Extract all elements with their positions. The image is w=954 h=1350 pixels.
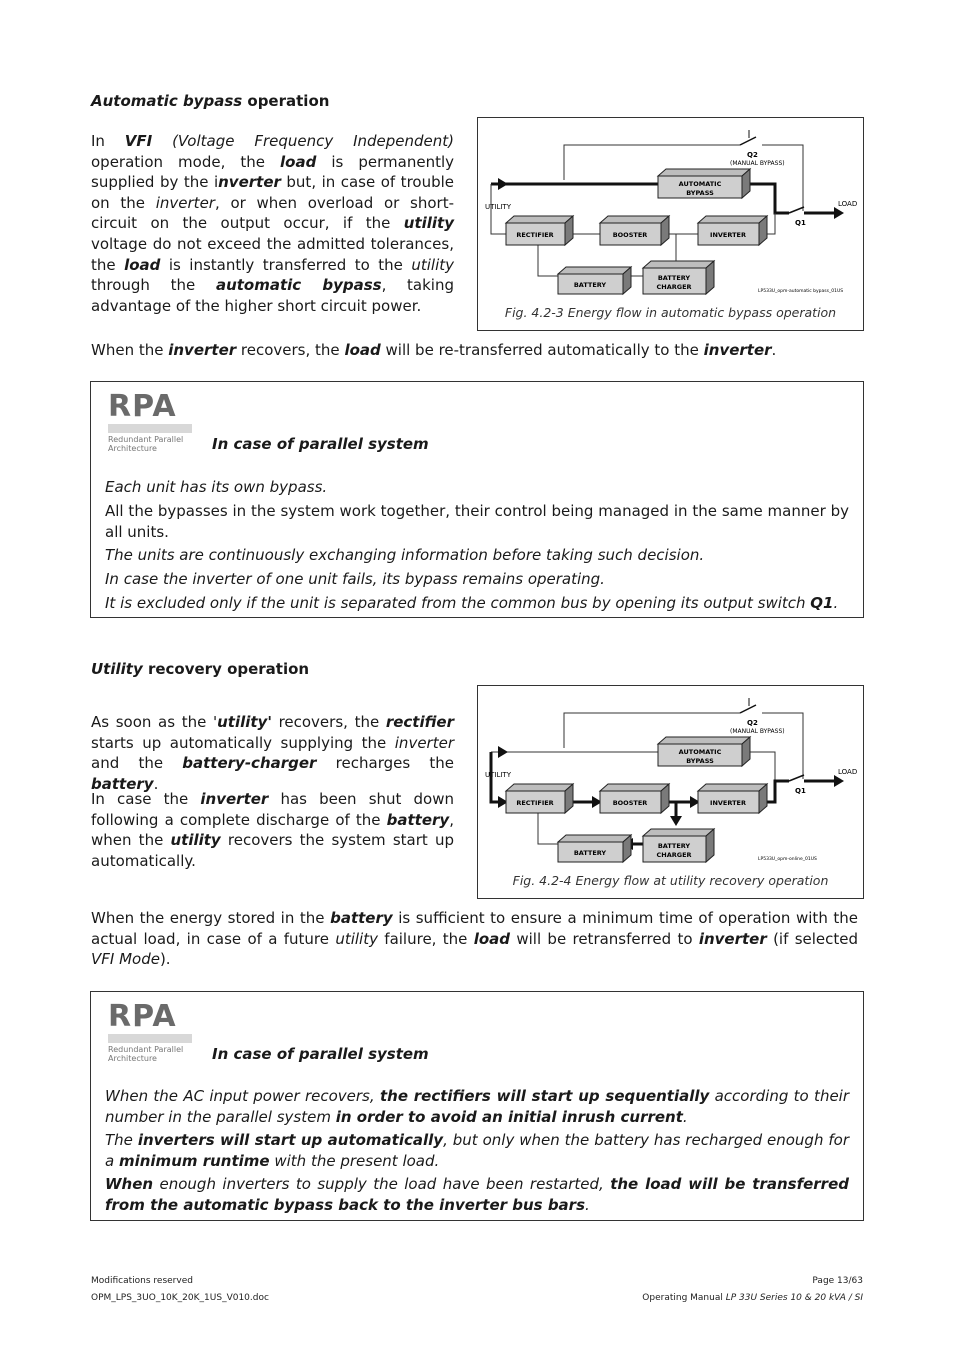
- automatic-label: AUTOMATIC: [678, 180, 722, 188]
- text-run: utility: [170, 831, 221, 850]
- rpa-logo: [108, 999, 198, 1063]
- text-run: All the bypasses in the system work together, their control being managed in the same manner by all units.: [105, 502, 849, 541]
- inverter-label: INVERTER: [710, 231, 746, 239]
- text-run: When the energy stored in the: [91, 909, 331, 927]
- text-run: inverter: [703, 341, 772, 359]
- load-arrow: [834, 775, 844, 787]
- text-run: inverter: [155, 193, 215, 212]
- text-run: In case the inverter of one unit fails, its bypass remains operating.: [105, 570, 605, 588]
- text-run: VFI Mode: [91, 950, 160, 969]
- footer-page-number: Page 13/63: [812, 1276, 863, 1286]
- text-run: voltage do not exceed the admitted tolerances, the: [91, 234, 454, 274]
- note-line: [105, 477, 849, 498]
- text-run: , taking advantage of the higher short circuit power.: [91, 276, 454, 315]
- rpa-logo-caption-1: Redundant Parallel: [108, 435, 184, 444]
- bypass-label: BYPASS: [686, 757, 714, 765]
- figure-caption: Fig. 4.2-4 Energy flow at utility recovery operation: [512, 873, 829, 888]
- text-run: failure, the: [377, 929, 474, 948]
- booster-label: BOOSTER: [612, 231, 648, 239]
- utility-label: UTILITY: [485, 203, 511, 211]
- note-line: [105, 545, 849, 566]
- text-run: It is excluded only if the unit is separated from the common bus by opening its output switch: [105, 594, 811, 612]
- text-run: inverter: [168, 341, 237, 359]
- heading-rest: operation: [242, 92, 330, 110]
- battery-block-top: [558, 835, 631, 842]
- text-run: When: [105, 1175, 154, 1193]
- q2-label: Q2: [747, 151, 758, 159]
- rpa-logo-bar: [108, 1034, 192, 1043]
- text-run: Each unit has its own bypass.: [105, 478, 328, 496]
- note-line: [105, 1086, 849, 1127]
- text-run: When the: [91, 341, 169, 359]
- text-run: recovers, the: [236, 341, 345, 359]
- text-run: .: [682, 1107, 688, 1126]
- section-heading-utility-recovery: [91, 660, 309, 678]
- figure-code: LP533U_opm-automatic bypass_01US: [758, 289, 844, 294]
- utility-recovery-paragraph-2: [91, 789, 454, 871]
- rpa-logo-caption-2: Architecture: [108, 444, 157, 453]
- text-run: is instantly transferred to the: [160, 255, 412, 274]
- inverter-recovery-sentence: [91, 340, 861, 361]
- text-run: automatic bypass: [215, 276, 382, 295]
- text-run: , when the: [91, 810, 454, 850]
- heading-emphasis: Automatic bypass: [91, 92, 243, 110]
- rpa-logo: [108, 389, 198, 453]
- note-line: [105, 1174, 849, 1215]
- text-run: recharges the: [316, 754, 454, 773]
- text-run: utility: [403, 214, 454, 233]
- rpa-logo-caption-1: Redundant Parallel: [108, 1045, 184, 1054]
- text-run: in order to avoid an initial inrush current: [335, 1107, 683, 1126]
- text-run: the load will be transferred from the automatic bypass back to the inverter bus bars: [105, 1175, 849, 1214]
- footer-filename: OPM_LPS_3UO_10K_20K_1US_V010.doc: [91, 1293, 269, 1303]
- automatic-bypass-block-top: [658, 169, 750, 176]
- section-heading-automatic-bypass: [91, 92, 329, 110]
- note-line: [105, 1130, 849, 1171]
- text-run: starts up automatically supplying the: [91, 733, 395, 752]
- text-run: load: [280, 152, 317, 171]
- text-run: inverter: [200, 790, 269, 808]
- text-run: inverter: [698, 929, 767, 948]
- rectifier-block-top: [506, 216, 573, 223]
- text-run: is permanently supplied by the i: [91, 152, 454, 192]
- text-run: battery: [386, 810, 450, 829]
- text-run: nverter: [218, 173, 281, 192]
- text-run: .: [833, 594, 839, 612]
- bypass-label: BYPASS: [686, 189, 714, 197]
- text-run: utility': [217, 713, 272, 731]
- inverter-block-top: [698, 784, 767, 791]
- battery-energy-paragraph: [91, 908, 858, 970]
- text-run: recovers the system start up automatically.: [91, 831, 454, 870]
- text-run: (Voltage Frequency Independent): [152, 132, 454, 150]
- figure-automatic-bypass: [477, 117, 864, 331]
- text-run: utility: [411, 255, 454, 274]
- charger-arrow: [670, 816, 682, 826]
- text-run: has been shut down following a complete discharge of the: [91, 790, 454, 829]
- utility-label: UTILITY: [485, 771, 511, 779]
- rectifier-block-top: [506, 784, 573, 791]
- battery-charger-label-1: BATTERY: [657, 842, 691, 850]
- battery-charger-label-1: BATTERY: [657, 274, 691, 282]
- text-run: ).: [159, 950, 171, 969]
- q2-label: Q2: [747, 719, 758, 727]
- text-run: In case the: [91, 790, 201, 808]
- energy-flow-diagram: [478, 686, 863, 866]
- rpa-logo-text: RPA: [108, 389, 177, 424]
- note-line: [105, 569, 849, 590]
- rpa-logo-bar: [108, 424, 192, 433]
- booster-block-top: [600, 784, 669, 791]
- battery-charger-block-top: [643, 829, 714, 836]
- figure-caption: Fig. 4.2-3 Energy flow in automatic bypass operation: [504, 305, 837, 320]
- load-arrow: [834, 207, 844, 219]
- heading-rest: recovery operation: [142, 660, 310, 678]
- text-run: .: [585, 1195, 590, 1214]
- utility-arrow: [498, 746, 508, 758]
- text-run: is sufficient to ensure a minimum time of operation with the actual load, in case of a future: [91, 909, 858, 948]
- utility-recovery-paragraph-1: [91, 712, 454, 794]
- battery-block-top: [558, 267, 631, 274]
- text-run: minimum runtime: [118, 1151, 270, 1170]
- q1-label: Q1: [795, 219, 806, 227]
- q2-switch: [740, 705, 756, 713]
- rectifier-label: RECTIFIER: [516, 231, 554, 239]
- load-label: LOAD: [838, 768, 858, 776]
- automatic-bypass-block-top: [658, 737, 750, 744]
- text-run: enough inverters to supply the load have been restarted,: [153, 1175, 611, 1193]
- q1-switch: [789, 775, 804, 781]
- parallel-system-title: In case of parallel system: [212, 1045, 429, 1063]
- manual-bypass-label: (MANUAL BYPASS): [730, 728, 785, 735]
- text-run: but, in case of trouble on the: [91, 173, 455, 212]
- footer-manual-series: LP 33U Series 10 & 20 kVA / SI: [725, 1293, 863, 1303]
- q2-switch: [740, 137, 756, 145]
- text-run: The units are continuously exchanging information before taking such decision.: [105, 546, 705, 564]
- automatic-bypass-paragraph: [91, 131, 454, 316]
- q1-label: Q1: [795, 787, 806, 795]
- rectifier-charger-line: [538, 811, 558, 844]
- text-run: .: [153, 774, 159, 793]
- text-run: battery: [91, 774, 154, 793]
- manual-bypass-label: (MANUAL BYPASS): [730, 160, 785, 167]
- text-run: battery-charger: [182, 754, 317, 773]
- text-run: The: [105, 1131, 138, 1149]
- text-run: (if selected: [766, 929, 859, 948]
- note-line: [105, 501, 849, 542]
- parallel-system-title: In case of parallel system: [212, 435, 429, 453]
- energy-flow-diagram: [478, 118, 863, 298]
- text-run: utility: [335, 929, 378, 948]
- heading-emphasis: Utility: [91, 660, 143, 678]
- inverter-label: INVERTER: [710, 799, 746, 807]
- figure-utility-recovery: [477, 685, 864, 899]
- text-run: recovers, the: [271, 713, 386, 731]
- q1-switch: [789, 207, 804, 213]
- text-run: , but only when the battery has recharged enough for a: [105, 1131, 850, 1170]
- battery-charger-block-top: [643, 261, 714, 268]
- manual-bypass-line-return: [762, 145, 803, 211]
- rectifier-label: RECTIFIER: [516, 799, 554, 807]
- text-run: will be re-transferred automatically to the: [380, 341, 704, 359]
- text-run: with the present load.: [269, 1151, 440, 1170]
- booster-block-top: [600, 216, 669, 223]
- text-run: the rectifiers will start up sequentially: [379, 1087, 710, 1105]
- text-run: Q1: [810, 594, 834, 612]
- text-run: operation mode, the: [91, 152, 281, 171]
- text-run: As soon as the ': [91, 713, 218, 731]
- text-run: through the: [91, 276, 216, 295]
- text-run: When the AC input power recovers,: [105, 1087, 380, 1105]
- text-run: battery: [330, 909, 393, 927]
- text-run: VFI: [124, 132, 153, 150]
- text-run: rectifier: [385, 713, 454, 731]
- footer-modifications: Modifications reserved: [91, 1276, 193, 1286]
- rpa-logo-text: RPA: [108, 999, 177, 1034]
- rpa-logo-caption-2: Architecture: [108, 1054, 157, 1063]
- battery-charger-label-2: CHARGER: [656, 851, 692, 859]
- manual-bypass-line-return: [762, 713, 803, 779]
- inverter-block-top: [698, 216, 767, 223]
- figure-code: LP533U_opm-online_01US: [758, 857, 817, 862]
- footer-manual-label: Operating Manual: [642, 1293, 726, 1303]
- automatic-label: AUTOMATIC: [678, 748, 722, 756]
- booster-label: BOOSTER: [612, 799, 648, 807]
- text-run: , or when overload or short-circuit on the output occur, if the: [91, 193, 454, 233]
- text-run: and the: [91, 754, 183, 773]
- text-run: inverter: [394, 733, 454, 752]
- load-label: LOAD: [838, 200, 858, 208]
- utility-arrow: [498, 178, 508, 190]
- text-run: according to their number in the parallel system: [105, 1087, 850, 1126]
- text-run: will be retransferred to: [510, 929, 699, 948]
- text-run: .: [771, 341, 777, 359]
- text-run: load: [344, 341, 381, 359]
- footer-manual-title: [642, 1293, 863, 1303]
- parallel-system-note-2: [90, 991, 864, 1221]
- text-run: inverters will start up automatically: [137, 1131, 444, 1149]
- rectifier-charger-line: [538, 243, 558, 276]
- text-run: load: [124, 255, 161, 274]
- battery-label: BATTERY: [573, 281, 607, 289]
- note-line: [105, 593, 849, 614]
- text-run: load: [473, 929, 511, 948]
- text-run: In: [91, 132, 125, 150]
- battery-charger-label-2: CHARGER: [656, 283, 692, 291]
- parallel-system-note-1: [90, 381, 864, 618]
- battery-label: BATTERY: [573, 849, 607, 857]
